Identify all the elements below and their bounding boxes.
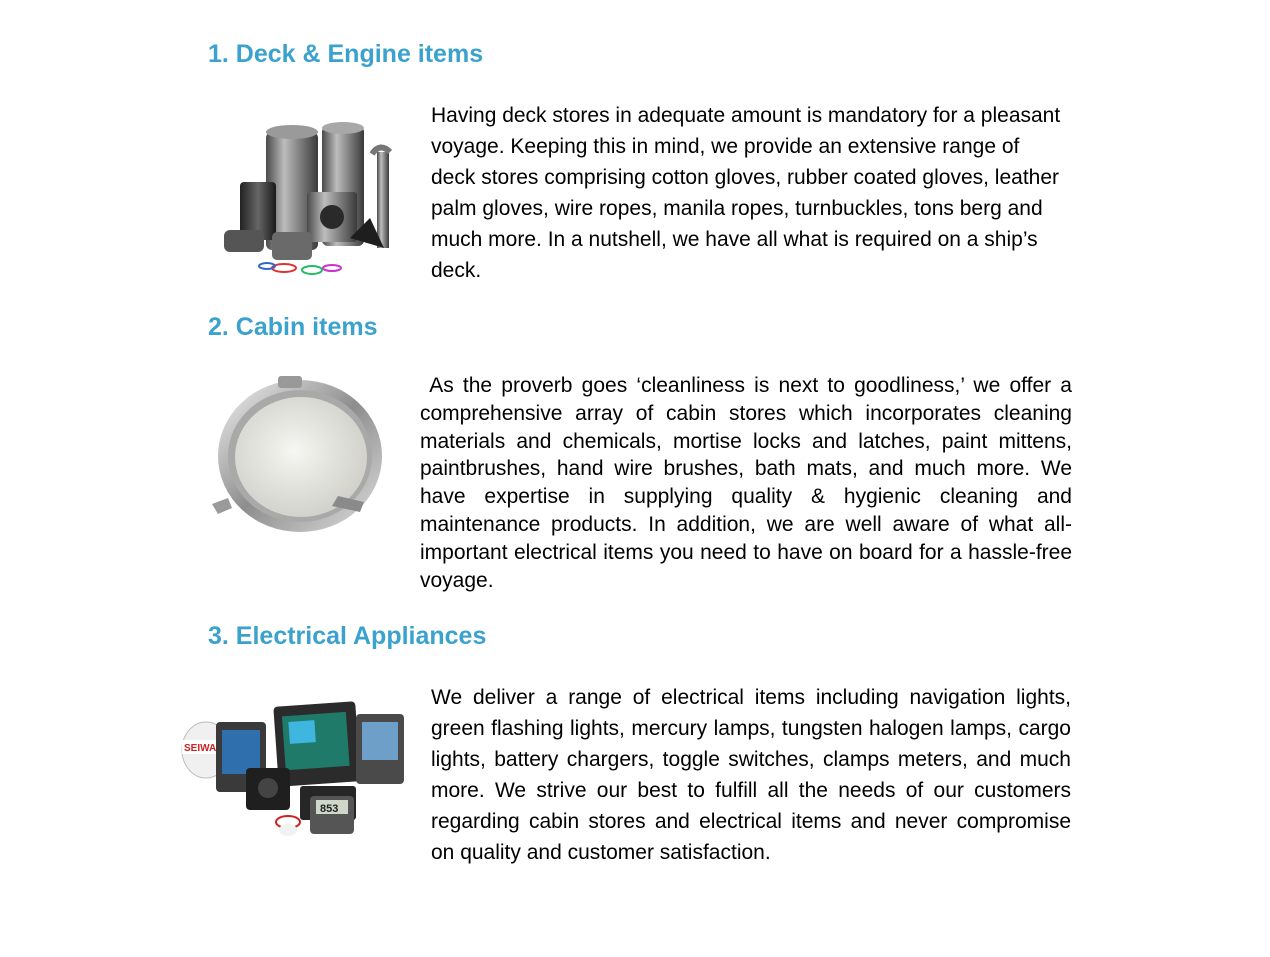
section-body-cabin: As the proverb goes ‘cleanliness is next to goodliness,’ we offer a comprehensive array of cabin stores which incorporates cleaning materials and chemicals, mortise locks and latches, paint mittens, paintbrushes, hand wire brushes, bath mats, and much more. We have expertise in supplying quality & hygienic cleaning and maintenance products. In addition, we are well aware of what all-important electrical items you need to have on board for a hassle-free voyage. — [420, 374, 1072, 592]
seiwa-brand-text: SEIWA — [184, 743, 217, 754]
section-heading-cabin: 2. Cabin items — [208, 313, 378, 341]
porthole-mirror-icon — [208, 376, 392, 538]
section-body-deck-engine: Having deck stores in adequate amount is mandatory for a pleasant voyage. Keeping this in mind, we provide an extensive range of deck stores comprising cotton gloves, rubber coated gloves, leather palm gloves, wire ropes, manila ropes, turnbuckles, tons berg and much more. In a nutshell, we have all what is required on a ship’s deck. — [431, 104, 1061, 282]
display-readout-text: 853 — [320, 803, 339, 815]
section-heading-electrical: 3. Electrical Appliances — [208, 622, 487, 650]
section-heading-deck-engine: 1. Deck & Engine items — [208, 40, 484, 68]
marine-electronics-icon — [180, 700, 408, 840]
engine-parts-icon — [212, 120, 412, 282]
section-body-electrical: We deliver a range of electrical items including navigation lights, green flashing lights, mercury lamps, tungsten halogen lamps, cargo lights, battery chargers, toggle switches, clamps meters, and much more. We strive our best to fulfill all the needs of our customers regarding cabin stores and electrical items and never compromise on quality and customer satisfaction. — [431, 686, 1071, 864]
